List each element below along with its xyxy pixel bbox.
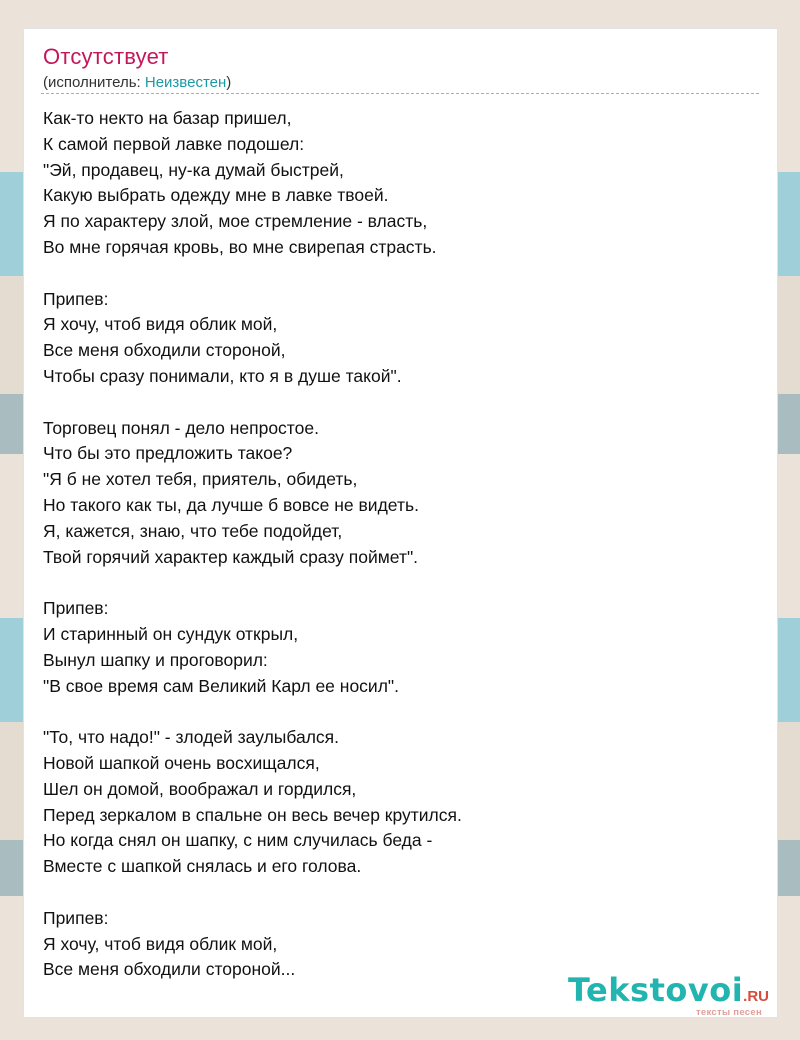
lyrics-line: Вынул шапку и проговорил: <box>43 649 268 670</box>
lyrics-line: Но когда снял он шапку, с ним случилась беда - <box>43 830 433 851</box>
lyrics-text <box>43 106 462 1009</box>
logo-name: Tekstovoi <box>567 971 744 1009</box>
lyrics-line: Торговец понял - дело непростое. <box>43 417 319 438</box>
lyrics-line: Чтобы сразу понимали, кто я в душе такой". <box>43 365 402 386</box>
lyrics-line: "То, что надо!" - злодей заулыбался. <box>43 727 340 748</box>
logo-tagline: тексты песен <box>695 1007 762 1018</box>
lyrics-stanza <box>43 596 462 699</box>
artist-link[interactable]: Неизвестен <box>144 74 227 91</box>
lyrics-stanza <box>43 106 462 261</box>
lyrics-line: И старинный он сундук открыл, <box>43 623 299 644</box>
divider <box>41 93 759 94</box>
lyrics-card <box>23 28 778 1018</box>
artist-prefix: (исполнитель: <box>43 74 145 91</box>
site-logo[interactable] <box>568 973 769 1007</box>
lyrics-line: Во мне горячая кровь, во мне свирепая страсть. <box>43 236 437 257</box>
lyrics-stanza <box>43 906 462 983</box>
lyrics-line: Припев: <box>43 907 109 928</box>
lyrics-line: Припев: <box>43 288 109 309</box>
lyrics-line: Все меня обходили стороной, <box>43 340 286 361</box>
lyrics-line: Твой горячий характер каждый сразу поймет". <box>43 546 419 567</box>
lyrics-line: Но такого как ты, да лучше б вовсе не видеть. <box>43 494 419 515</box>
lyrics-line: Я хочу, чтоб видя облик мой, <box>43 314 278 335</box>
lyrics-line: "Эй, продавец, ну-ка думай быстрей, <box>43 159 344 180</box>
lyrics-stanza <box>43 287 462 390</box>
lyrics-line: Припев: <box>43 598 109 619</box>
lyrics-stanza <box>43 725 462 880</box>
lyrics-line: Как-то некто на базар пришел, <box>43 108 292 128</box>
song-title: Отсутствует <box>43 44 169 69</box>
lyrics-line: Я, кажется, знаю, что тебе подойдет, <box>43 520 343 541</box>
lyrics-line: Я по характеру злой, мое стремление - власть, <box>43 211 428 232</box>
artist-suffix: ) <box>226 74 232 91</box>
lyrics-line: Вместе с шапкой снялась и его голова. <box>43 856 362 877</box>
lyrics-line: Шел он домой, воображал и гордился, <box>43 778 357 799</box>
artist-line <box>43 74 231 91</box>
lyrics-line: К самой первой лавке подошел: <box>43 133 305 154</box>
lyrics-line: Какую выбрать одежду мне в лавке твоей. <box>43 185 389 206</box>
logo-tld: .RU <box>743 988 769 1005</box>
lyrics-line: "В свое время сам Великий Карл ее носил". <box>43 675 399 696</box>
lyrics-line: Перед зеркалом в спальне он весь вечер крутился. <box>43 804 462 825</box>
lyrics-line: Я хочу, чтоб видя облик мой, <box>43 933 278 954</box>
lyrics-line: Новой шапкой очень восхищался, <box>43 752 320 773</box>
lyrics-line: "Я б не хотел тебя, приятель, обидеть, <box>43 469 358 490</box>
lyrics-stanza <box>43 416 462 571</box>
lyrics-line: Все меня обходили стороной... <box>43 959 296 980</box>
lyrics-line: Что бы это предложить такое? <box>43 443 293 464</box>
